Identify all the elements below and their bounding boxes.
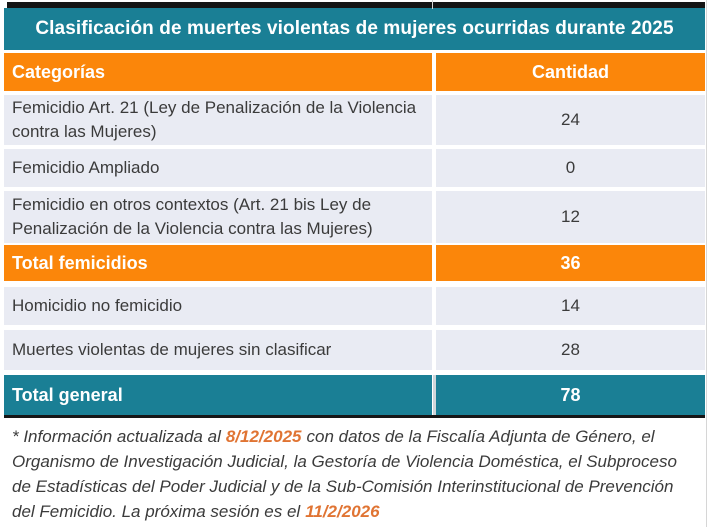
table-row [4,287,705,325]
category-cell: Total general [4,375,432,415]
date-updated: 8/12/2025 [225,427,302,446]
category-cell: Homicidio no femicidio [4,287,432,325]
value-cell: 36 [436,245,705,281]
total-general-row [4,375,705,415]
table-header-row [4,53,705,91]
table-title-row [4,8,705,50]
value-cell: 14 [436,287,705,325]
category-cell: Femicidio en otros contextos (Art. 21 bis Ley de Penalización de la Violencia contra las Mujeres) [4,191,432,243]
value-cell: 24 [436,95,705,145]
table-row [4,330,705,370]
table-row [4,149,705,187]
table-title: Clasificación de muertes violentas de mujeres ocurridas durante 2025 [35,18,674,39]
footnote-prefix: * Información actualizada al [12,427,221,446]
category-cell: Femicidio Ampliado [4,149,432,187]
category-cell: Total femicidios [4,245,432,281]
value-cell: 12 [436,191,705,243]
category-cell: Muertes violentas de mujeres sin clasificar [4,330,432,370]
total-femicidios-row [4,245,705,281]
table-row [4,191,705,243]
table-row [4,95,705,145]
spreadsheet-gridline [706,0,707,527]
value-cell: 78 [433,375,705,415]
column-header-cantidad: Cantidad [436,53,705,91]
footnote-body: con datos de la Fiscalía Adjunta de Género, el Organismo de Investigación Judicial, la Gestoría de Violencia Doméstica, el Subproceso de Estadísticas del Poder Judicial y de la Sub-Comisión Interinstitucional de Prevención del Femicidio. La próxima sesión es el [12,427,677,521]
footnote [4,418,705,527]
value-cell: 28 [436,330,705,370]
spreadsheet-gridline-stub [432,0,433,9]
column-header-categories: Categorías [4,53,432,91]
category-cell: Femicidio Art. 21 (Ley de Penalización de la Violencia contra las Mujeres) [4,95,432,145]
value-cell: 0 [436,149,705,187]
next-session-date: 11/2/2026 [305,502,380,521]
